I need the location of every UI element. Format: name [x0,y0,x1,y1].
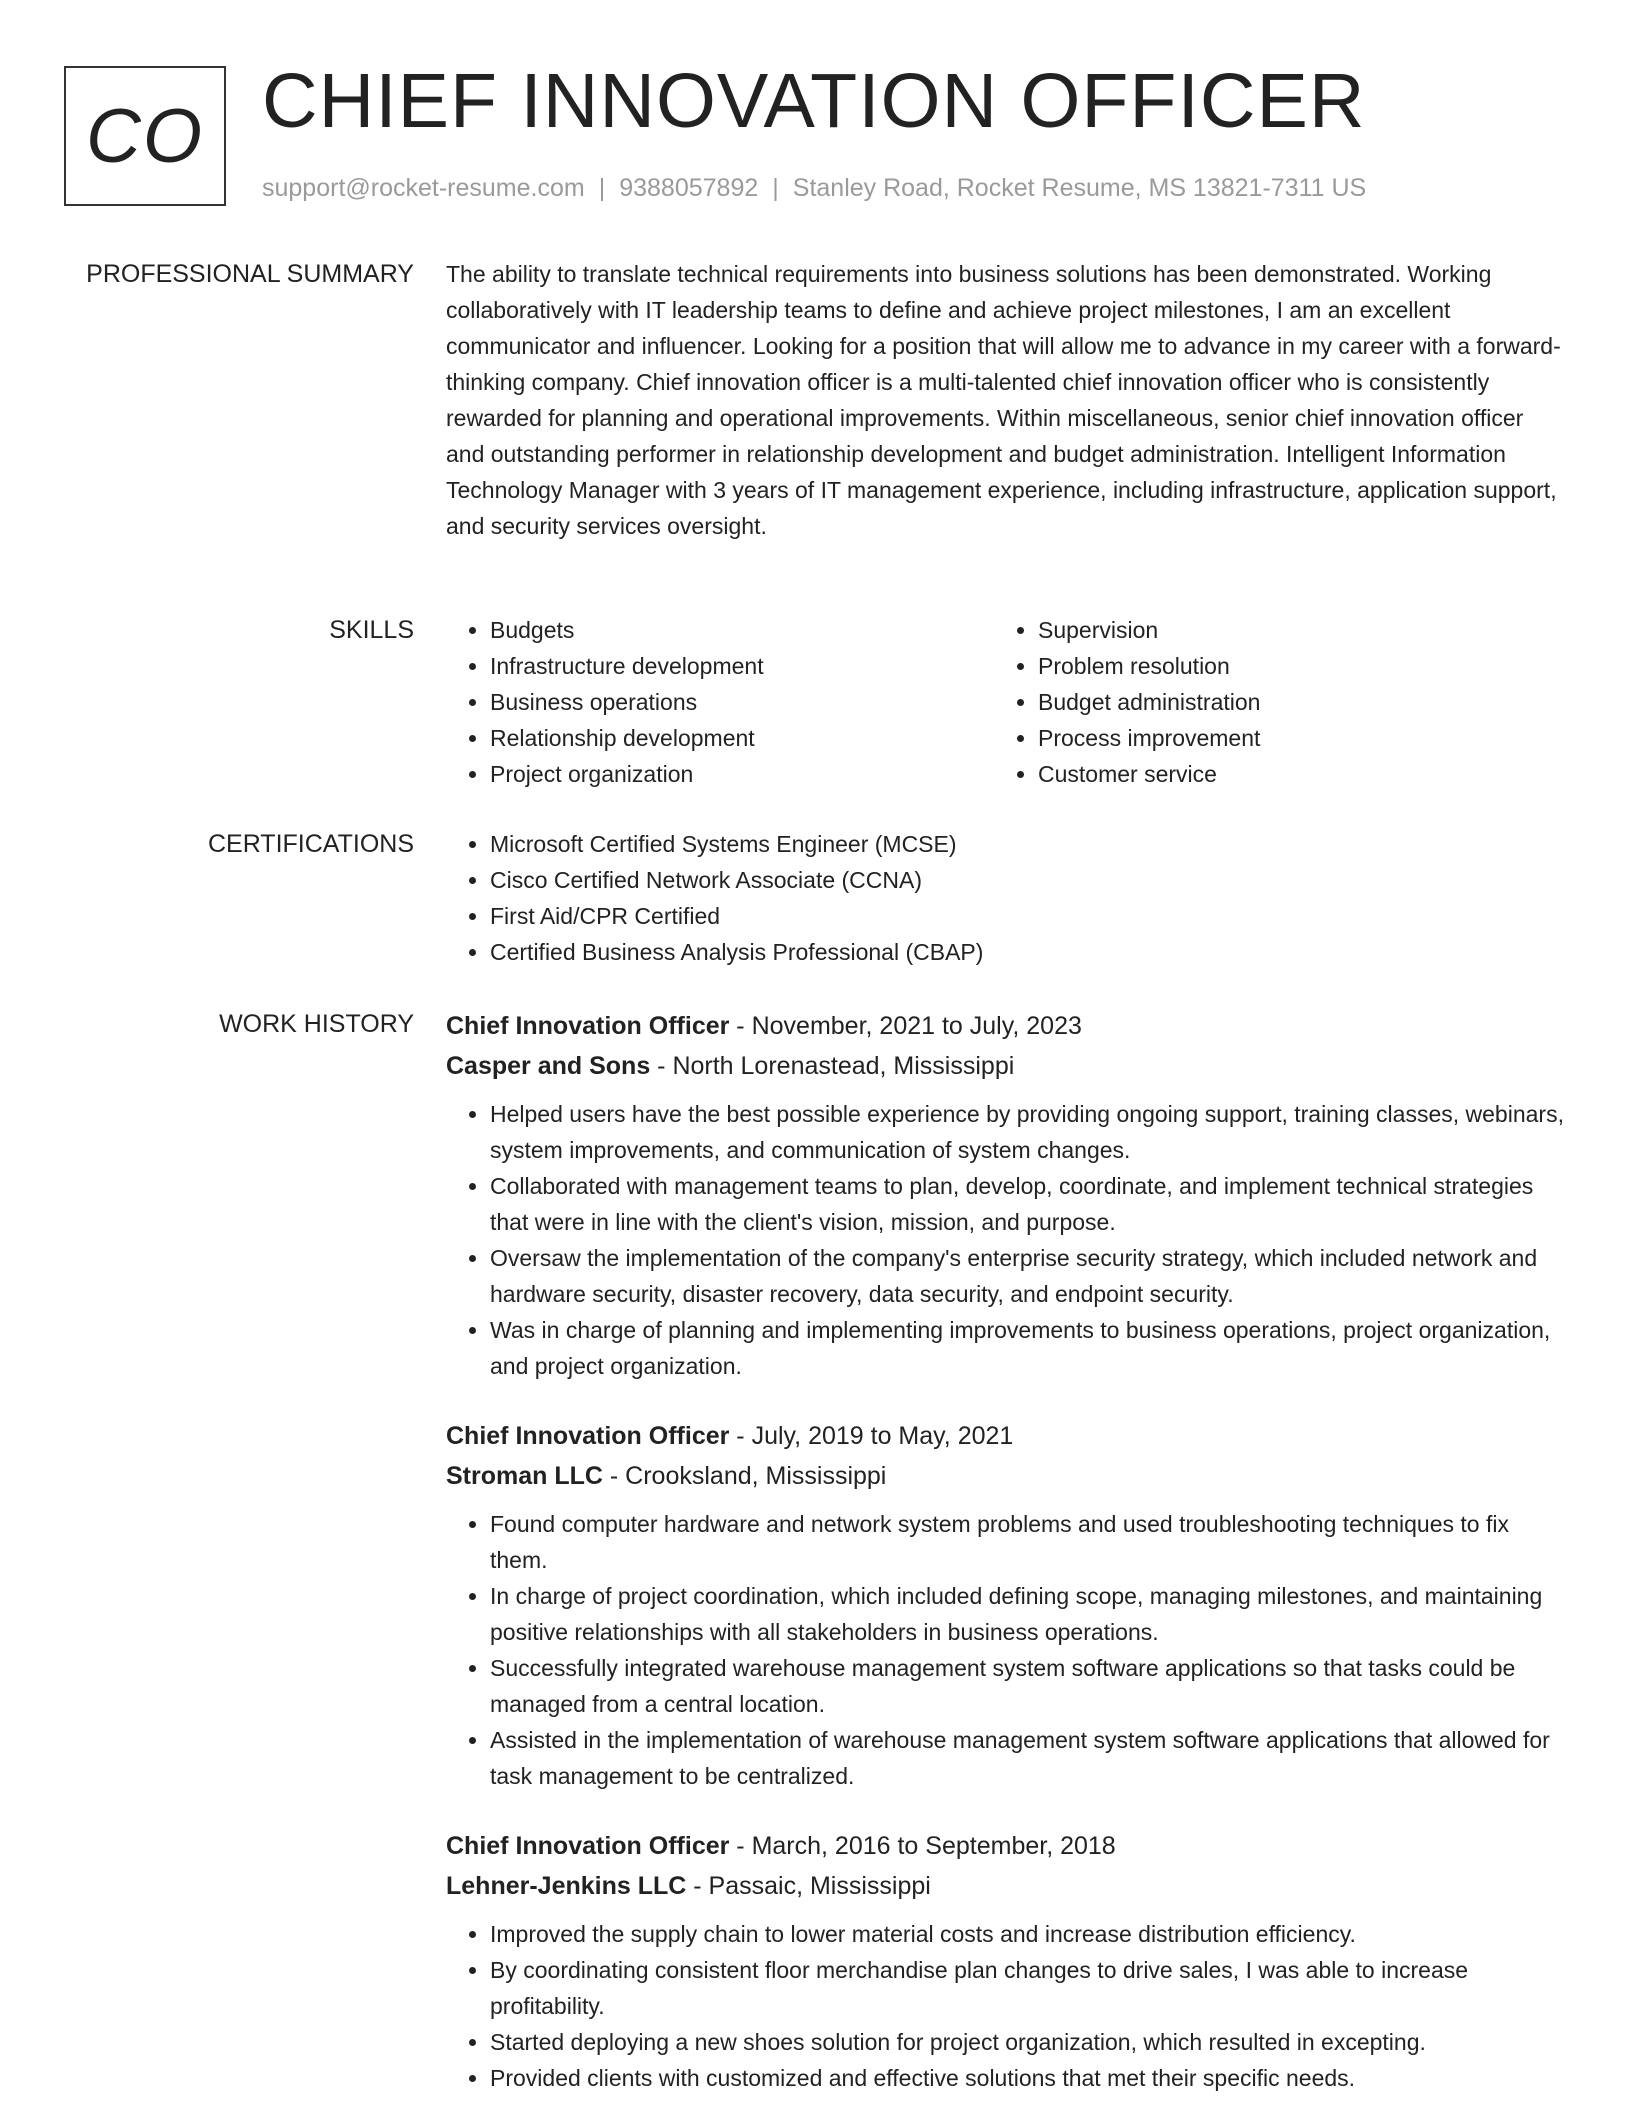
contact-phone[interactable]: 9388057892 [619,174,759,202]
job-bullet: • Improved the supply chain to lower material costs and increase distribution efficiency. [490,1916,1566,1952]
job-title-line: Chief Innovation Officer - November, 2021 to July, 2023 [446,1012,1082,1040]
job-title-line: Chief Innovation Officer - July, 2019 to May, 2021 [446,1422,1014,1450]
work-history-label: WORK HISTORY [219,1010,414,1038]
job-company-line: Stroman LLC - Crooksland, Mississippi [446,1462,887,1490]
job-company: Lehner-Jenkins LLC [446,1872,687,1900]
summary-label: PROFESSIONAL SUMMARY [86,260,414,288]
job-title-line: Chief Innovation Officer - March, 2016 to September, 2018 [446,1832,1116,1860]
job-title: Chief Innovation Officer [446,1422,730,1450]
job-location: North Lorenastead, Mississippi [672,1052,1015,1080]
certifications-list [446,826,1566,970]
resume-title: CHIEF INNOVATION OFFICER [262,58,1366,144]
job-location: Crooksland, Mississippi [625,1462,887,1490]
monogram-logo: CO [64,66,226,206]
skill-item: • Problem resolution [1038,648,1542,684]
contact-email[interactable]: support@rocket-resume.com [262,174,585,202]
skill-item: • Budget administration [1038,684,1542,720]
job-company-line: Lehner-Jenkins LLC - Passaic, Mississippi [446,1872,931,1900]
job-bullet: • Helped users have the best possible experience by providing ongoing support, training classes, webinars, system improvements, and communication of system changes. [490,1096,1566,1168]
skill-item: • Relationship development [490,720,994,756]
job-entry [446,1826,1566,2096]
job-location: Passaic, Mississippi [708,1872,931,1900]
job-bullet: • Successfully integrated warehouse management system software applications so that tasks could be managed from a central location. [490,1650,1566,1722]
job-bullet: • By coordinating consistent floor merchandise plan changes to drive sales, I was able to increase profitability. [490,1952,1566,2024]
certification-item: • Microsoft Certified Systems Engineer (MCSE) [490,826,1566,862]
contact-separator: | [598,174,606,202]
certification-item: • Certified Business Analysis Professional (CBAP) [490,934,1566,970]
job-company: Stroman LLC [446,1462,603,1490]
job-company: Casper and Sons [446,1052,651,1080]
job-title: Chief Innovation Officer [446,1012,730,1040]
job-dates: November, 2021 to July, 2023 [751,1012,1082,1040]
skill-item: • Supervision [1038,612,1542,648]
job-bullet: • Assisted in the implementation of warehouse management system software applications that allowed for task management to be centralized. [490,1722,1566,1794]
skills-list [446,612,1566,792]
skills-column-left [446,612,994,792]
job-bullet: • Oversaw the implementation of the company's enterprise security strategy, which included network and hardware security, disaster recovery, data security, and endpoint security. [490,1240,1566,1312]
job-bullet: • Provided clients with customized and effective solutions that met their specific needs. [490,2060,1566,2096]
certification-item: • First Aid/CPR Certified [490,898,1566,934]
skill-item: • Business operations [490,684,994,720]
work-history-list [446,1006,1566,2128]
job-bullet: • Started deploying a new shoes solution for project organization, which resulted in excepting. [490,2024,1566,2060]
contact-separator: | [772,174,779,202]
skills-column-right [994,612,1542,792]
job-dates: March, 2016 to September, 2018 [751,1832,1116,1860]
job-bullet: • Was in charge of planning and implementing improvements to business operations, project organization, and project organization. [490,1312,1566,1384]
job-bullet: • Collaborated with management teams to plan, develop, coordinate, and implement technical strategies that were in line with the client's vision, mission, and purpose. [490,1168,1566,1240]
job-entry [446,1416,1566,1794]
job-company-line: Casper and Sons - North Lorenastead, Mississippi [446,1052,1015,1080]
job-dates: July, 2019 to May, 2021 [751,1422,1014,1450]
certification-item: • Cisco Certified Network Associate (CCNA) [490,862,1566,898]
job-bullet: • In charge of project coordination, which included defining scope, managing milestones, and maintaining positive relationships with all stakeholders in business operations. [490,1578,1566,1650]
skill-item: • Project organization [490,756,994,792]
skill-item: • Budgets [490,612,994,648]
job-entry [446,1006,1566,1384]
job-title: Chief Innovation Officer [446,1832,730,1860]
summary-text: The ability to translate technical requirements into business solutions has been demonstrated. Working collaboratively with IT leadership teams to define and achieve project milestones, I am an excellent communicator and influencer. Looking for a position that will allow me to advance in my career with a forward-thinking company. Chief innovation officer is a multi-talented chief innovation officer who is consistently rewarded for planning and operational improvements. Within miscellaneous, senior chief innovation officer and outstanding performer in relationship development and budget administration. Intelligent Information Technology Manager with 3 years of IT management experience, including infrastructure, application support, and security services oversight. [446,261,1561,539]
job-bullet: • Found computer hardware and network system problems and used troubleshooting techniques to fix them. [490,1506,1566,1578]
skills-label: SKILLS [329,616,414,644]
certifications-label: CERTIFICATIONS [207,830,414,858]
skill-item: • Process improvement [1038,720,1542,756]
contact-line [262,174,1366,203]
contact-address: Stanley Road, Rocket Resume, MS 13821-7311 US [792,174,1367,202]
skill-item: • Customer service [1038,756,1542,792]
skill-item: • Infrastructure development [490,648,994,684]
